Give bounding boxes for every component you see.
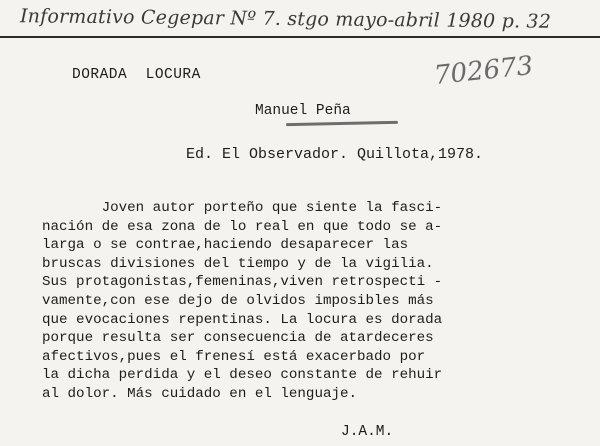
author-underline-mark — [286, 121, 398, 126]
review-line: bruscas divisiones del tiempo y de la vigilia. — [42, 255, 434, 272]
review-line: larga o se contrae,haciendo desaparecer las — [42, 237, 409, 254]
review-line: vamente,con ese dejo de olvidos imposibles más — [42, 292, 434, 309]
handwritten-catalog-number: 702673 — [432, 50, 535, 92]
review-line: la dicha perdida y el deseo constante de rehuir — [42, 367, 443, 384]
review-line: porque resulta ser consecuencia de atardeceres — [42, 330, 434, 347]
review-line: que evocaciones repentinas. La locura es dorada — [42, 311, 443, 328]
review-line: Joven autor porteño que siente la fasci- — [42, 200, 443, 216]
review-line: afectivos,pues el frenesí está exacerbado por — [42, 348, 426, 365]
review-line: nación de esa zona de lo real en que todo se a- — [42, 218, 443, 235]
review-body — [42, 199, 442, 404]
review-line: Sus protagonistas,femeninas,viven retrospecti - — [42, 274, 443, 291]
publisher-info: Ed. El Observador. Quillota,1978. — [186, 146, 484, 163]
review-line: al dolor. Más cuidado en el lenguaje. — [42, 385, 358, 402]
book-title: DORADA LOCURA — [72, 67, 201, 83]
reviewer-signature: J.A.M. — [341, 424, 394, 440]
top-rule — [0, 36, 600, 38]
handwritten-citation: Informativo Cegepar Nº 7. stgo mayo-abril 1980 p. 32 — [19, 5, 552, 33]
book-author: Manuel Peña — [255, 103, 351, 119]
